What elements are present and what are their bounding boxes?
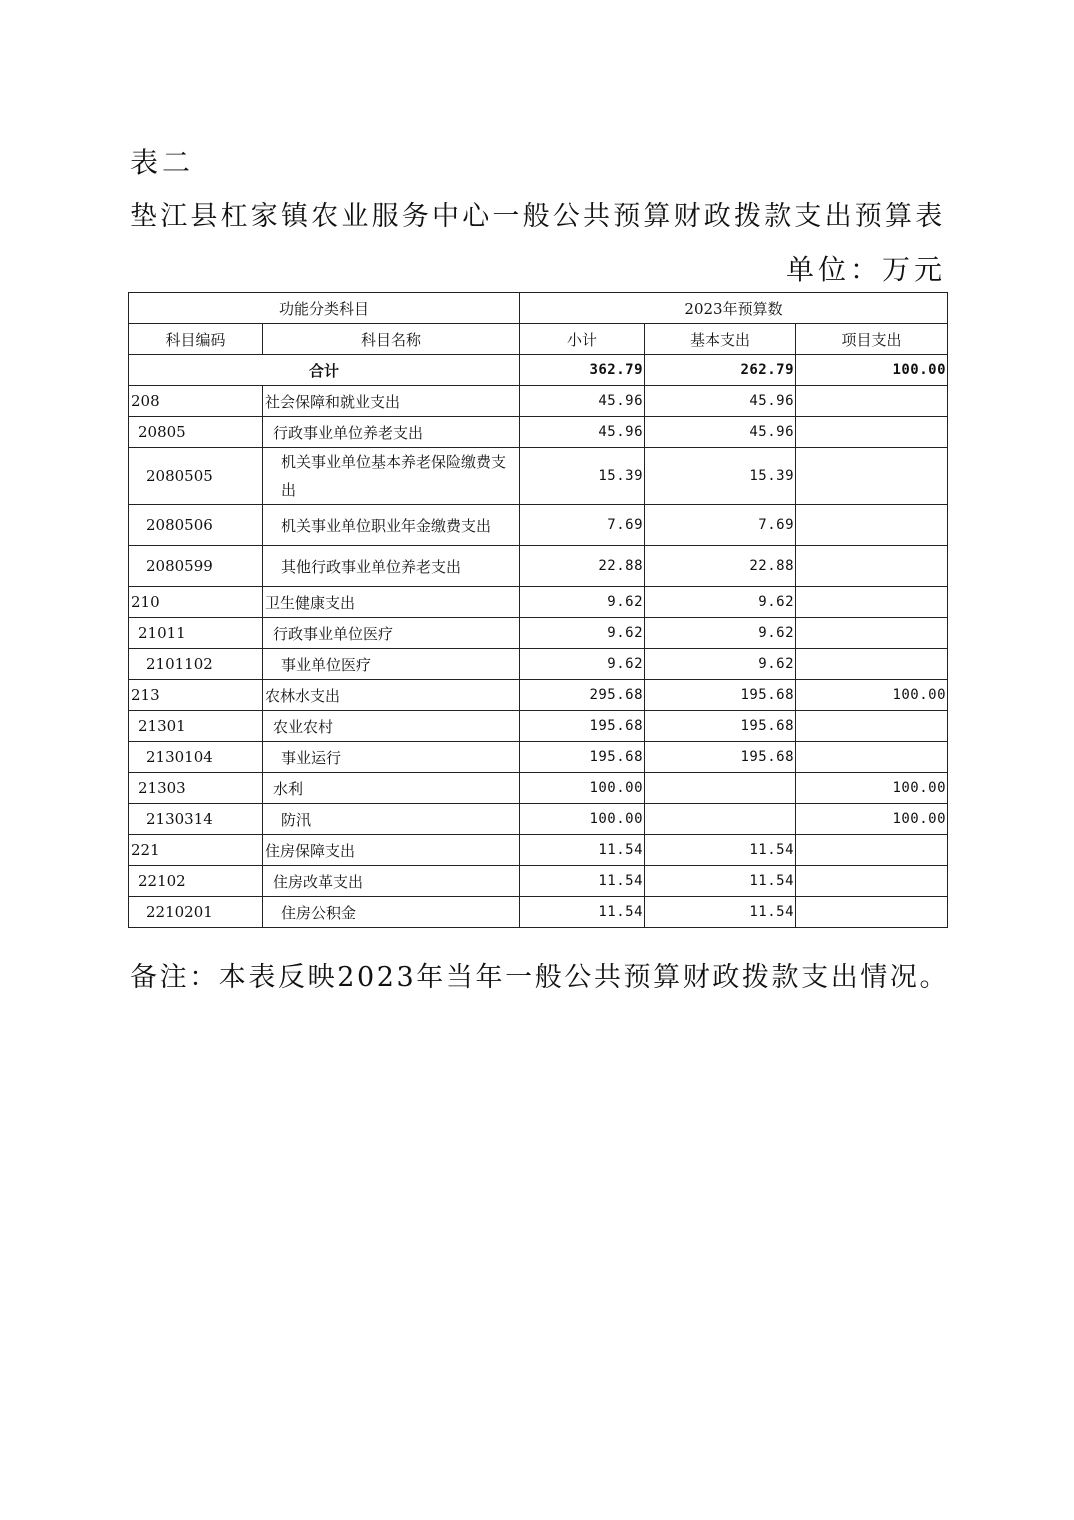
table-row	[129, 742, 948, 773]
unit-label: 单位：万元	[785, 253, 946, 286]
row-name: 住房改革支出	[263, 866, 520, 897]
table-row	[129, 835, 948, 866]
table-row	[129, 866, 948, 897]
row-project	[796, 897, 948, 928]
row-basic: 11.54	[645, 897, 796, 928]
column-header-code: 科目编码	[129, 324, 263, 355]
row-basic: 9.62	[645, 618, 796, 649]
row-basic: 22.88	[645, 546, 796, 587]
row-project	[796, 742, 948, 773]
row-name: 行政事业单位医疗	[263, 618, 520, 649]
total-basic: 262.79	[645, 355, 796, 386]
row-basic: 195.68	[645, 711, 796, 742]
row-basic: 195.68	[645, 742, 796, 773]
total-subtotal: 362.79	[520, 355, 645, 386]
row-project	[796, 386, 948, 417]
table-row	[129, 505, 948, 546]
row-subtotal: 100.00	[520, 773, 645, 804]
row-basic: 9.62	[645, 649, 796, 680]
table-row	[129, 587, 948, 618]
row-subtotal: 15.39	[520, 448, 645, 505]
table-row	[129, 618, 948, 649]
row-project	[796, 711, 948, 742]
column-header-project: 项目支出	[796, 324, 948, 355]
row-subtotal: 100.00	[520, 804, 645, 835]
column-header-basic: 基本支出	[645, 324, 796, 355]
row-project	[796, 505, 948, 546]
row-code: 208	[129, 386, 263, 417]
row-subtotal: 7.69	[520, 505, 645, 546]
row-code: 21011	[129, 618, 263, 649]
row-name: 社会保障和就业支出	[263, 386, 520, 417]
row-project: 100.00	[796, 804, 948, 835]
row-project	[796, 587, 948, 618]
row-project	[796, 448, 948, 505]
row-project	[796, 649, 948, 680]
row-basic: 11.54	[645, 866, 796, 897]
row-code: 2101102	[129, 649, 263, 680]
total-project: 100.00	[796, 355, 948, 386]
table-row	[129, 546, 948, 587]
row-basic: 45.96	[645, 417, 796, 448]
table-group-header-row	[129, 293, 948, 324]
row-name: 行政事业单位养老支出	[263, 417, 520, 448]
table-row	[129, 804, 948, 835]
table-row	[129, 680, 948, 711]
column-header-subtotal: 小计	[520, 324, 645, 355]
column-header-name: 科目名称	[263, 324, 520, 355]
row-name: 其他行政事业单位养老支出	[263, 546, 520, 587]
row-code: 2080505	[129, 448, 263, 505]
table-number-label: 表二	[130, 146, 195, 179]
row-basic: 195.68	[645, 680, 796, 711]
table-row	[129, 417, 948, 448]
row-code: 221	[129, 835, 263, 866]
table-column-header-row	[129, 324, 948, 355]
row-basic	[645, 773, 796, 804]
row-name: 水利	[263, 773, 520, 804]
row-project	[796, 835, 948, 866]
total-label: 合计	[129, 355, 520, 386]
row-name: 事业单位医疗	[263, 649, 520, 680]
row-code: 2080506	[129, 505, 263, 546]
row-basic: 15.39	[645, 448, 796, 505]
table-row	[129, 897, 948, 928]
row-code: 213	[129, 680, 263, 711]
row-project	[796, 866, 948, 897]
row-basic: 11.54	[645, 835, 796, 866]
row-subtotal: 9.62	[520, 618, 645, 649]
budget-table	[128, 292, 948, 928]
footnote: 备注：本表反映2023年当年一般公共预算财政拨款支出情况。	[130, 962, 950, 993]
row-name: 卫生健康支出	[263, 587, 520, 618]
row-code: 2080599	[129, 546, 263, 587]
row-subtotal: 45.96	[520, 417, 645, 448]
row-subtotal: 11.54	[520, 866, 645, 897]
row-subtotal: 195.68	[520, 711, 645, 742]
row-name: 农业农村	[263, 711, 520, 742]
row-basic: 45.96	[645, 386, 796, 417]
row-code: 22102	[129, 866, 263, 897]
table-row	[129, 386, 948, 417]
row-code: 2130104	[129, 742, 263, 773]
row-subtotal: 11.54	[520, 835, 645, 866]
row-subtotal: 11.54	[520, 897, 645, 928]
row-subtotal: 9.62	[520, 649, 645, 680]
row-name: 农林水支出	[263, 680, 520, 711]
row-code: 210	[129, 587, 263, 618]
row-project: 100.00	[796, 773, 948, 804]
row-name: 机关事业单位基本养老保险缴费支出	[263, 448, 520, 505]
table-row	[129, 773, 948, 804]
row-name: 事业运行	[263, 742, 520, 773]
row-name: 防汛	[263, 804, 520, 835]
row-project	[796, 618, 948, 649]
row-code: 21301	[129, 711, 263, 742]
row-subtotal: 195.68	[520, 742, 645, 773]
row-project: 100.00	[796, 680, 948, 711]
row-project	[796, 417, 948, 448]
row-basic: 7.69	[645, 505, 796, 546]
row-name: 机关事业单位职业年金缴费支出	[263, 505, 520, 546]
row-subtotal: 45.96	[520, 386, 645, 417]
row-name: 住房公积金	[263, 897, 520, 928]
total-row	[129, 355, 948, 386]
row-project	[796, 546, 948, 587]
row-subtotal: 22.88	[520, 546, 645, 587]
row-code: 2130314	[129, 804, 263, 835]
row-subtotal: 9.62	[520, 587, 645, 618]
group-header-budget-year: 2023年预算数	[520, 293, 948, 324]
row-code: 20805	[129, 417, 263, 448]
row-code: 2210201	[129, 897, 263, 928]
row-name: 住房保障支出	[263, 835, 520, 866]
row-subtotal: 295.68	[520, 680, 645, 711]
table-row	[129, 649, 948, 680]
table-row	[129, 448, 948, 505]
row-basic: 9.62	[645, 587, 796, 618]
row-code: 21303	[129, 773, 263, 804]
group-header-functional: 功能分类科目	[129, 293, 520, 324]
table-row	[129, 711, 948, 742]
document-title: 垫江县杠家镇农业服务中心一般公共预算财政拨款支出预算表	[130, 201, 946, 232]
row-basic	[645, 804, 796, 835]
